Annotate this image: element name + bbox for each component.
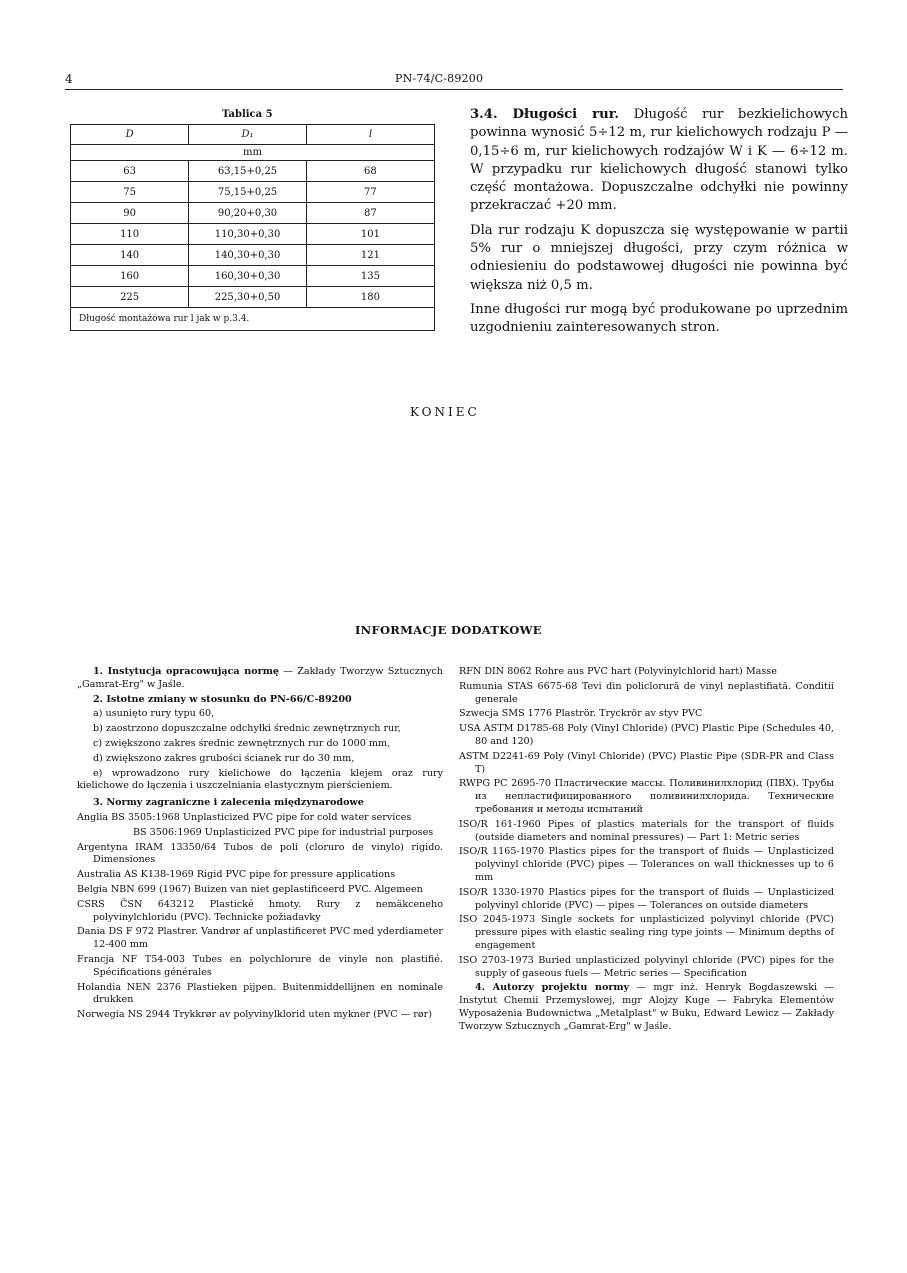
cell-d1: 140,30+0,30	[189, 245, 307, 266]
table-row	[71, 245, 435, 266]
cell-d1: 90,20+0,30	[189, 203, 307, 224]
info-item-4	[459, 982, 834, 1033]
table-note: Długość montażowa rur l jak w p.3.4.	[71, 308, 435, 331]
section-3-4	[470, 106, 848, 344]
info-item-3-head: 3. Normy zagraniczne i zalecenia międzynarodowe	[93, 797, 364, 809]
norm-entry: Argentyna IRAM 13350/64 Tubos de poli (cloruro de vinylo) rigido. Dimensiones	[77, 841, 443, 866]
norm-entry: Szwecja SMS 1776 Plaströr. Tryckrör av styv PVC	[459, 708, 703, 720]
col-header-d1: D₁	[189, 125, 307, 145]
cell-d1: 63,15+0,25	[189, 161, 307, 182]
cell-d: 140	[71, 245, 189, 266]
info-item-1-text: — Zakłady Tworzyw Sztucznych „Gamrat-Erg" w Jaśle.	[77, 666, 443, 690]
cell-l: 68	[306, 161, 434, 182]
cell-l: 135	[306, 266, 434, 287]
end-marker: KONIEC	[410, 405, 480, 419]
norm-entry: RFN DIN 8062 Rohre aus PVC hart (Polyvinylchlorid hart) Masse	[459, 666, 777, 677]
section-3-4-para-2: Dla rur rodzaju K dopuszcza się występowanie w partii 5% rur o mniejszej długości, przy czym różnica w odniesieniu do podstawowej długości nie powinna być większa niż 0,5 m.	[470, 222, 848, 293]
info-item-1	[77, 666, 443, 692]
norm-entry: Francja NF T54-003 Tubes en polychlorure de vinyle non plastifié. Spécifications générales	[77, 953, 443, 978]
norm-entry: Belgia NBN 699 (1967) Buizen van niet geplastificeerd PVC. Algemeen	[77, 883, 423, 895]
document-code: PN-74/C-89200	[395, 72, 484, 85]
section-3-4-para-1	[470, 106, 848, 216]
cell-l: 180	[306, 287, 434, 308]
cell-d: 63	[71, 161, 189, 182]
norm-entry: Dania DS F 972 Plastrer. Vandrør af unplastificeret PVC med yderdiameter 12-400 mm	[77, 926, 443, 951]
cell-d: 225	[71, 287, 189, 308]
table-caption: Tablica 5	[222, 109, 273, 120]
cell-l: 87	[306, 203, 434, 224]
col-header-l: l	[306, 125, 434, 145]
page-number: 4	[65, 72, 73, 86]
info-item-4-head: 4. Autorzy projektu normy	[475, 982, 630, 994]
unit-cell: mm	[71, 145, 435, 161]
norm-entry: ASTM D2241-69 Poly (Vinyl Chloride) (PVC) Plastic Pipe (SDR-PR and Class T)	[459, 750, 834, 775]
list-item: c) zwiększono zakres średnic zewnętrznych rur do 1000 mm,	[93, 737, 391, 749]
norm-entry: CSRS ČSN 643212 Plastické hmoty. Rury z nemäkceneho polyvinylchloridu (PVC). Technicke požiadavky	[77, 898, 443, 923]
norm-entry: BS 3506:1969 Unplasticized PVC pipe for industrial purposes	[133, 826, 434, 838]
additional-info-title: INFORMACJE DODATKOWE	[355, 623, 542, 637]
info-left-column	[77, 666, 443, 1024]
norm-entry: Norwegia NS 2944 Trykkrør av polyvinylklorid uten mykner (PVC — rør)	[77, 1009, 433, 1021]
section-3-4-text-1: Długość rur bezkielichowych powinna wynosić 5÷12 m, rur kielichowych rodzaju P — 0,15÷6 m, rur kielichowych rodzajów W i K — 6÷12 m. W przypadku rur kielichowych długość stanowi tylko część montażowa. Dopuszczalne odchyłki nie powinny przekraczać +20 mm.	[470, 107, 848, 214]
info-item-1-head: 1. Instytucja opracowująca normę	[93, 666, 279, 677]
norm-entry: ISO 2703-1973 Buried unplasticized polyvinyl chloride (PVC) pipes for the supply of gaseous fuels — Metric series — Specification	[459, 954, 834, 979]
norm-entry: ISO/R 1330-1970 Plastics pipes for the transport of fluids — Unplasticized polyvinyl chloride (PVC) — pipes — Tolerances on outside diameters	[459, 886, 834, 911]
info-item-4-text: — mgr inż. Henryk Bogdaszewski — Instytut Chemii Przemysłowej, mgr Alojzy Kuge — Fabryka Elementów Wyposażenia Budownictwa „Metalplast" w Buku, Edward Lewicz — Zakłady Tworzyw Sztucznych „Gamrat-Erg" w Jaśle.	[459, 982, 834, 1032]
list-item: d) zwiększono zakres grubości ścianek rur do 30 mm,	[93, 752, 355, 764]
norm-entry: Holandia NEN 2376 Plastieken pijpen. Buitenmiddellijnen en nominale drukken	[77, 981, 443, 1006]
cell-l: 101	[306, 224, 434, 245]
norm-entry: Australia AS K138-1969 Rigid PVC pipe for pressure applications	[77, 869, 396, 881]
norm-entry: Anglia BS 3505:1968 Unplasticized PVC pipe for cold water services	[77, 811, 412, 823]
unit-row	[71, 145, 435, 161]
col-header-d: D	[71, 125, 189, 145]
info-right-column	[459, 666, 834, 1036]
dimensions-table	[70, 124, 435, 331]
cell-d1: 110,30+0,30	[189, 224, 307, 245]
norm-entry: ISO 2045-1973 Single sockets for unplasticized polyvinyl chloride (PVC) pressure pipes with elastic sealing ring type joints — Minimum depths of engagement	[459, 914, 834, 951]
list-item: e) wprowadzono rury kielichowe do łączenia klejem oraz rury kielichowe do łączenia i uszczelniania elastycznym pierścieniem.	[77, 767, 443, 792]
table-row	[71, 287, 435, 308]
table-header-row	[71, 125, 435, 145]
norm-entry: ISO/R 1165-1970 Plastics pipes for the transport of fluids — Unplasticized polyvinyl chloride (PVC) pipes — Tolerances on wall thicknesses up to 6 mm	[459, 846, 834, 883]
cell-d1: 75,15+0,25	[189, 182, 307, 203]
norm-entry: USA ASTM D1785-68 Poly (Vinyl Chloride) (PVC) Plastic Pipe (Schedules 40, 80 and 120)	[459, 723, 834, 747]
list-item: a) usunięto rury typu 60,	[93, 708, 215, 720]
cell-d1: 225,30+0,50	[189, 287, 307, 308]
header-rule	[65, 89, 843, 90]
cell-l: 77	[306, 182, 434, 203]
section-3-4-para-3: Inne długości rur mogą być produkowane po uprzednim uzgodnieniu zainteresowanych stron.	[470, 301, 848, 336]
cell-d: 110	[71, 224, 189, 245]
section-3-4-title: 3.4. Długości rur.	[470, 107, 620, 122]
norm-entry: Rumunia STAS 6675-68 Tevi din policlorură de vinyl neplastifiată. Conditii generale	[459, 680, 834, 705]
cell-d: 160	[71, 266, 189, 287]
list-item: b) zaostrzono dopuszczalne odchyłki średnic zewnętrznych rur,	[93, 723, 401, 735]
norm-entry: ISO/R 161-1960 Pipes of plastics materials for the transport of fluids (outside diameters and nominal pressures) — Part 1: Metric series	[459, 818, 834, 843]
table-row	[71, 224, 435, 245]
table-note-row	[71, 308, 435, 331]
norm-entry: RWPG PC 2695-70 Пластические массы. Поливинилхлорид (ПВХ). Трубы из непластифицированного поливинилхлорида. Технические требования и методы испытаний	[459, 778, 834, 815]
info-item-2-head: 2. Istotne zmiany w stosunku do PN-66/C-89200	[93, 693, 352, 705]
table-row	[71, 203, 435, 224]
cell-l: 121	[306, 245, 434, 266]
cell-d1: 160,30+0,30	[189, 266, 307, 287]
cell-d: 90	[71, 203, 189, 224]
table-row	[71, 161, 435, 182]
cell-d: 75	[71, 182, 189, 203]
table-row	[71, 266, 435, 287]
table-row	[71, 182, 435, 203]
